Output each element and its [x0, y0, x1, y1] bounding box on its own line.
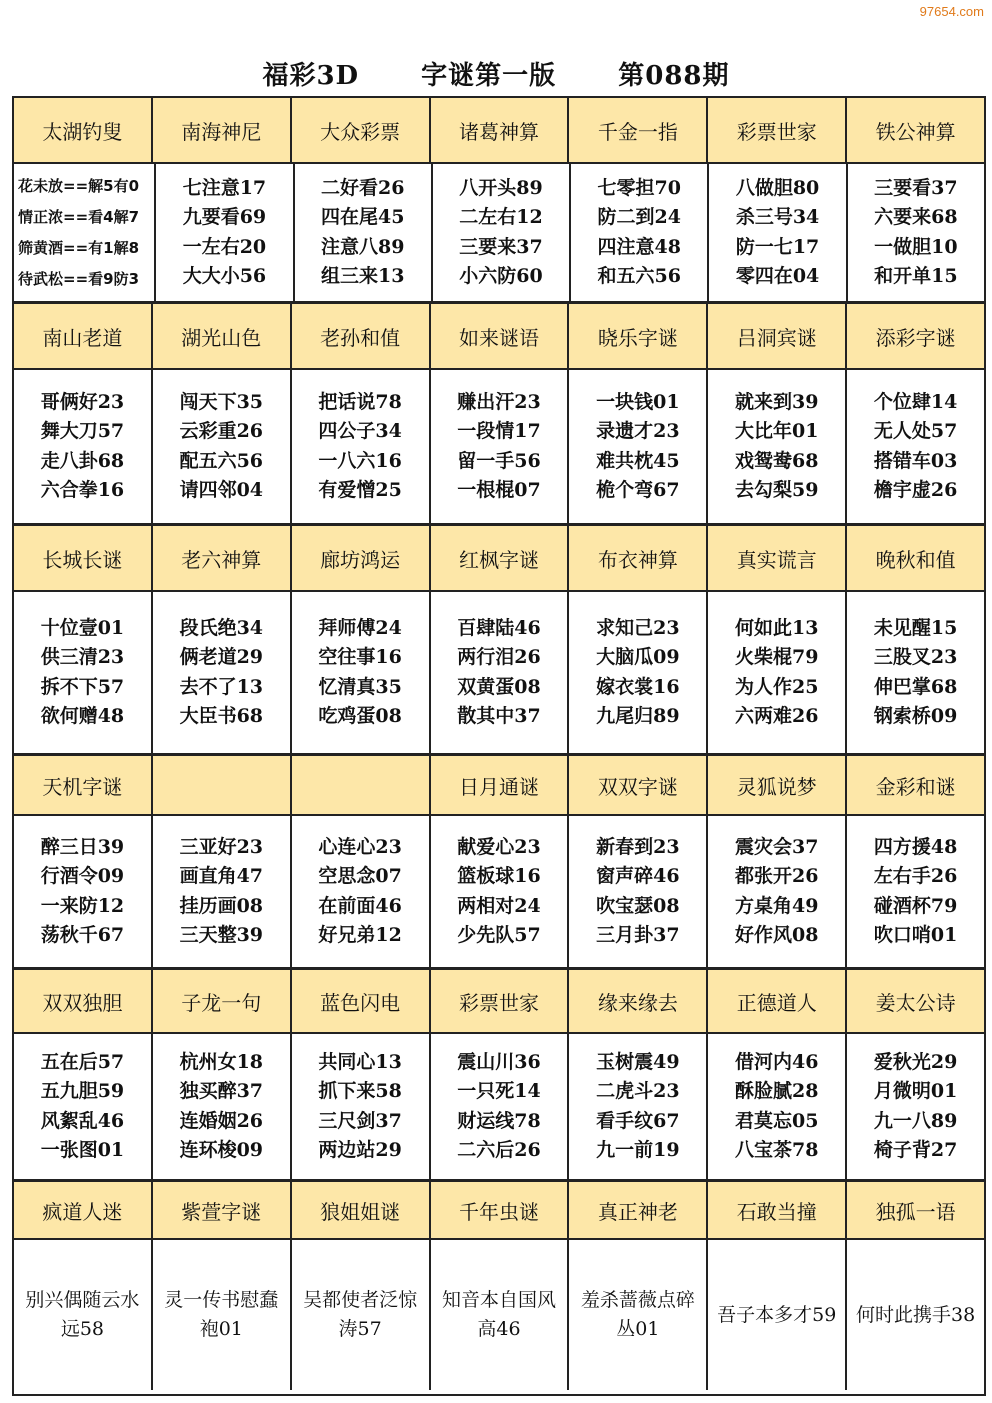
riddle-cell [153, 816, 292, 967]
riddle-line: 九一前19 [596, 1139, 680, 1161]
riddle-line: 去勾梨59 [735, 479, 819, 501]
riddle-line: 筛黄酒==有1解8 [18, 238, 140, 257]
riddle-line: 就来到39 [735, 390, 819, 413]
riddle-line: 待武松==看9防3 [18, 269, 140, 288]
riddle-line: 把话说78 [318, 390, 402, 413]
column-header: 彩票世家 [708, 98, 847, 162]
column-header: 廊坊鸿运 [292, 526, 431, 590]
riddle-table [12, 96, 986, 1396]
column-header: 蓝色闪电 [292, 970, 431, 1032]
riddle-line: 窗声碎46 [596, 865, 680, 887]
column-header: 正德道人 [708, 970, 847, 1032]
column-header: 石敢当撞 [708, 1182, 847, 1238]
riddle-line: 少先队57 [457, 924, 541, 946]
column-header: 红枫字谜 [431, 526, 570, 590]
riddle-line: 舞大刀57 [40, 420, 125, 442]
riddle-line: 三月卦37 [596, 924, 680, 946]
riddle-line: 三天整39 [179, 924, 264, 946]
riddle-line: 零四在04 [735, 265, 820, 287]
riddle-line: 二好看26 [320, 176, 405, 199]
riddle-cell [708, 1034, 847, 1179]
riddle-line: 看手纹67 [596, 1109, 680, 1132]
riddle-line: 搭错车03 [873, 449, 958, 472]
column-header: 老孙和值 [292, 304, 431, 368]
watermark-text: 97654.com [919, 4, 984, 19]
riddle-line: 好兄弟12 [318, 924, 402, 946]
riddle-line: 注意八89 [320, 235, 405, 258]
column-header: 金彩和谜 [875, 774, 956, 799]
riddle-line: 火柴棍79 [735, 646, 819, 668]
riddle-line: 一左右20 [182, 235, 267, 258]
column-header: 长城长谜 [14, 526, 153, 590]
riddle-line: 两相对24 [457, 894, 541, 917]
riddle-line: 无人处57 [873, 420, 958, 442]
column-header [153, 756, 292, 814]
column-header: 吕洞宾谜 [708, 304, 847, 368]
riddle-line: 四在尾45 [320, 206, 405, 228]
data-row [14, 370, 984, 526]
column-header: 如来谜语 [431, 304, 570, 368]
riddle-line: 为人作25 [735, 675, 819, 698]
riddle-cell [295, 164, 433, 301]
riddle-line: 涛57 [338, 1318, 382, 1340]
riddle-line: 一八六16 [318, 449, 402, 472]
column-header: 狼姐姐谜 [292, 1182, 431, 1238]
riddle-line: 伸巴掌68 [873, 675, 958, 698]
column-header: 双双独胆 [14, 970, 153, 1032]
riddle-line: 六要来68 [874, 206, 958, 228]
column-header: 千金一指 [569, 98, 708, 162]
riddle-line: 远58 [60, 1318, 105, 1340]
riddle-line: 碰酒杯79 [873, 894, 958, 917]
riddle-line: 拜师傅24 [318, 616, 402, 639]
riddle-line: 杀三号34 [735, 206, 820, 228]
riddle-line: 戏鸳鸯68 [735, 449, 819, 472]
riddle-cell [709, 164, 847, 301]
riddle-line: 防二到24 [597, 206, 681, 228]
riddle-cell [292, 1034, 431, 1179]
riddle-line: 个位肆14 [873, 390, 958, 413]
column-header: 晓乐字谜 [569, 304, 708, 368]
riddle-cell [153, 370, 292, 523]
riddle-line: 何如此13 [735, 616, 819, 639]
column-header: 真正神老 [569, 1182, 708, 1238]
riddle-line: 散其中37 [457, 705, 541, 727]
riddle-line: 八做胆80 [735, 176, 820, 199]
riddle-line: 吴都使者泛惊 [303, 1289, 418, 1311]
column-header: 太湖钓叟 [14, 98, 153, 162]
riddle-line: 九要看69 [182, 206, 267, 228]
riddle-line: 四公子34 [318, 420, 402, 442]
riddle-line: 七零担70 [597, 176, 681, 199]
riddle-line: 高46 [477, 1318, 521, 1340]
riddle-cell [14, 370, 153, 523]
riddle-line: 抓下来58 [318, 1080, 402, 1102]
riddle-cell [431, 1034, 570, 1179]
column-header: 铁公神算 [875, 119, 956, 144]
riddle-line: 配五六56 [179, 449, 264, 472]
riddle-line: 二左右12 [459, 206, 543, 228]
riddle-line: 空往事16 [318, 646, 402, 668]
riddle-line: 羞杀蔷薇点碎 [580, 1289, 695, 1311]
riddle-line: 何时此携手38 [855, 1303, 976, 1326]
riddle-line: 袍01 [199, 1318, 243, 1340]
riddle-line: 供三清23 [40, 646, 125, 668]
riddle-cell [431, 370, 570, 523]
title-edition: 字谜第一版 [421, 61, 557, 91]
riddle-line: 哥俩好23 [40, 390, 125, 413]
column-header: 姜太公诗 [875, 990, 956, 1015]
riddle-cell [848, 164, 984, 301]
riddle-line: 灵一传书慰蠢 [164, 1289, 279, 1311]
riddle-line: 情正浓==看4解7 [18, 207, 140, 226]
riddle-cell [153, 592, 292, 753]
riddle-line: 椅子背27 [873, 1139, 958, 1161]
riddle-line: 留一手56 [457, 449, 541, 472]
riddle-cell [431, 1240, 570, 1390]
riddle-line: 六两难26 [735, 705, 819, 727]
riddle-line: 行酒令09 [40, 865, 125, 887]
riddle-line: 借河内46 [735, 1050, 819, 1073]
riddle-cell [156, 164, 294, 301]
riddle-cell [292, 1240, 431, 1390]
riddle-cell [14, 164, 156, 301]
riddle-line: 左右手26 [873, 865, 958, 887]
riddle-line: 九一八89 [873, 1109, 958, 1132]
data-row [14, 1240, 984, 1390]
riddle-line: 心连心23 [318, 835, 402, 858]
riddle-cell [569, 1034, 708, 1179]
riddle-line: 小六防60 [459, 265, 543, 287]
riddle-line: 方桌角49 [735, 894, 819, 917]
riddle-line: 防一七17 [735, 235, 820, 258]
riddle-cell [569, 816, 708, 967]
riddle-line: 一张图01 [40, 1139, 125, 1161]
riddle-line: 三要看37 [874, 176, 958, 199]
riddle-cell [708, 370, 847, 523]
riddle-line: 丛01 [616, 1318, 660, 1340]
riddle-line: 闯天下35 [179, 390, 264, 413]
riddle-line: 百肆陆46 [457, 616, 541, 639]
riddle-cell [14, 816, 153, 967]
page-title [0, 55, 992, 92]
riddle-cell [292, 816, 431, 967]
riddle-line: 六合拳16 [40, 479, 125, 501]
riddle-cell [292, 370, 431, 523]
column-header: 千年虫谜 [431, 1182, 570, 1238]
riddle-line: 四注意48 [597, 235, 681, 258]
riddle-line: 三股叉23 [873, 646, 958, 668]
riddle-line: 新春到23 [596, 835, 680, 858]
riddle-line: 大大小56 [182, 265, 267, 287]
column-header: 双双字谜 [569, 756, 708, 814]
riddle-line: 震灾会37 [735, 835, 819, 858]
riddle-line: 段氏绝34 [179, 616, 264, 639]
header-row [14, 1182, 984, 1240]
riddle-line: 好作风08 [735, 924, 819, 946]
riddle-line: 欲何赠48 [40, 705, 125, 727]
riddle-line: 去不了13 [179, 675, 264, 698]
riddle-line: 五在后57 [40, 1050, 125, 1073]
riddle-line: 连婚姻26 [179, 1109, 264, 1132]
data-row [14, 1034, 984, 1182]
riddle-cell [14, 1034, 153, 1179]
riddle-line: 嫁衣裳16 [596, 675, 680, 698]
riddle-line: 画直角47 [179, 865, 264, 887]
riddle-line: 酥脸腻28 [735, 1080, 819, 1102]
riddle-line: 二虎斗23 [596, 1080, 680, 1102]
riddle-line: 录遗才23 [596, 420, 680, 442]
riddle-line: 檐宇虚26 [873, 479, 958, 501]
riddle-line: 请四邻04 [179, 479, 264, 501]
riddle-line: 挂历画08 [179, 894, 264, 917]
riddle-line: 和开单15 [874, 265, 958, 287]
riddle-line: 震山川36 [457, 1050, 541, 1073]
riddle-line: 三尺剑37 [318, 1109, 402, 1132]
column-header: 疯道人迷 [14, 1182, 153, 1238]
riddle-line: 四方援48 [873, 835, 958, 858]
riddle-cell [569, 370, 708, 523]
header-row [14, 970, 984, 1034]
column-header: 布衣神算 [569, 526, 708, 590]
riddle-line: 大比年01 [735, 420, 819, 442]
riddle-line: 求知己23 [596, 616, 680, 639]
riddle-line: 两边站29 [318, 1139, 402, 1161]
riddle-cell [292, 592, 431, 753]
riddle-cell [847, 1034, 984, 1179]
column-header: 添彩字谜 [875, 325, 956, 350]
riddle-line: 八宝茶78 [735, 1139, 819, 1161]
riddle-cell [847, 592, 984, 753]
data-row [14, 592, 984, 756]
column-header: 诸葛神算 [431, 98, 570, 162]
riddle-line: 桅个弯67 [596, 479, 680, 501]
riddle-cell [708, 592, 847, 753]
riddle-line: 二六后26 [457, 1139, 541, 1161]
riddle-line: 荡秋千67 [40, 924, 125, 946]
data-row [14, 816, 984, 970]
riddle-line: 一只死14 [457, 1080, 541, 1102]
riddle-cell [431, 816, 570, 967]
title-issue: 第088期 [618, 61, 730, 91]
riddle-cell [571, 164, 709, 301]
riddle-cell [153, 1034, 292, 1179]
column-header: 彩票世家 [431, 970, 570, 1032]
riddle-cell [14, 592, 153, 753]
riddle-line: 献爱心23 [457, 835, 541, 858]
riddle-line: 一块钱01 [596, 390, 680, 413]
riddle-line: 月微明01 [873, 1080, 958, 1102]
column-header: 湖光山色 [153, 304, 292, 368]
riddle-cell [847, 370, 984, 523]
riddle-line: 一根棍07 [457, 479, 541, 501]
riddle-line: 大脑瓜09 [596, 646, 680, 668]
riddle-line: 赚出汗23 [457, 390, 541, 413]
column-header: 晚秋和值 [875, 547, 956, 572]
riddle-line: 别兴偶随云水 [25, 1289, 140, 1311]
riddle-line: 三要来37 [459, 235, 543, 258]
riddle-line: 五九胆59 [40, 1080, 125, 1102]
riddle-line: 吹口哨01 [873, 924, 958, 946]
riddle-line: 一做胆10 [874, 235, 958, 258]
riddle-line: 吹宝瑟08 [596, 894, 680, 917]
riddle-line: 难共枕45 [596, 449, 680, 472]
riddle-line: 九尾归89 [596, 705, 680, 727]
title-lottery: 福彩3D [262, 61, 360, 91]
column-header: 独孤一语 [875, 1199, 956, 1224]
column-header: 子龙一句 [153, 970, 292, 1032]
column-header: 缘来缘去 [569, 970, 708, 1032]
header-row [14, 756, 984, 816]
riddle-cell [153, 1240, 292, 1390]
riddle-cell [847, 816, 984, 967]
header-row [14, 98, 984, 164]
riddle-line: 俩老道29 [179, 646, 264, 668]
column-header: 大众彩票 [292, 98, 431, 162]
riddle-line: 七注意17 [182, 176, 267, 199]
riddle-line: 拆不下57 [40, 675, 125, 698]
riddle-line: 风絮乱46 [40, 1109, 125, 1132]
riddle-line: 未见醒15 [873, 616, 958, 639]
header-row [14, 304, 984, 370]
riddle-line: 忆清真35 [318, 675, 402, 698]
riddle-line: 共同心13 [318, 1050, 402, 1073]
riddle-line: 连环梭09 [179, 1139, 264, 1161]
column-header: 真实谎言 [708, 526, 847, 590]
riddle-line: 吾子本多才59 [717, 1303, 837, 1326]
riddle-line: 独买醉37 [179, 1080, 264, 1102]
riddle-cell [847, 1240, 984, 1390]
riddle-line: 组三来13 [320, 265, 405, 287]
column-header [292, 756, 431, 814]
riddle-line: 空思念07 [318, 865, 402, 887]
column-header: 紫萱字谜 [153, 1182, 292, 1238]
data-row [14, 164, 984, 304]
riddle-cell [14, 1240, 153, 1390]
riddle-cell [569, 1240, 708, 1390]
riddle-line: 三亚好23 [179, 835, 264, 858]
riddle-line: 一段情17 [457, 420, 541, 442]
riddle-line: 杭州女18 [179, 1050, 264, 1073]
riddle-cell [569, 592, 708, 753]
riddle-line: 醉三日39 [40, 835, 125, 858]
riddle-line: 八开头89 [459, 176, 543, 199]
riddle-line: 知音本自国风 [442, 1289, 557, 1311]
column-header: 老六神算 [153, 526, 292, 590]
riddle-line: 财运线78 [457, 1109, 541, 1132]
riddle-line: 在前面46 [318, 894, 402, 917]
riddle-line: 和五六56 [597, 265, 681, 287]
riddle-line: 君莫忘05 [735, 1109, 819, 1132]
header-row [14, 526, 984, 592]
column-header: 南山老道 [14, 304, 153, 368]
riddle-cell [431, 592, 570, 753]
riddle-line: 走八卦68 [40, 449, 125, 472]
column-header: 灵狐说梦 [708, 756, 847, 814]
riddle-line: 爱秋光29 [873, 1050, 958, 1073]
riddle-line: 篮板球16 [457, 865, 541, 887]
column-header: 日月通谜 [431, 756, 570, 814]
column-header: 天机字谜 [14, 756, 153, 814]
riddle-line: 钢索桥09 [873, 705, 958, 727]
riddle-line: 花未放==解5有0 [18, 176, 140, 195]
riddle-line: 都张开26 [735, 865, 819, 887]
riddle-line: 大臣书68 [179, 705, 264, 727]
riddle-line: 云彩重26 [179, 420, 264, 442]
riddle-cell [433, 164, 571, 301]
riddle-line: 一来防12 [40, 894, 125, 917]
riddle-line: 有爱憎25 [318, 479, 402, 501]
riddle-line: 吃鸡蛋08 [318, 705, 402, 727]
column-header: 南海神尼 [153, 98, 292, 162]
riddle-line: 双黄蛋08 [457, 675, 541, 698]
riddle-cell [708, 1240, 847, 1390]
riddle-cell [708, 816, 847, 967]
riddle-line: 两行泪26 [457, 646, 541, 668]
riddle-line: 玉树震49 [596, 1050, 680, 1073]
riddle-line: 十位壹01 [40, 616, 125, 639]
